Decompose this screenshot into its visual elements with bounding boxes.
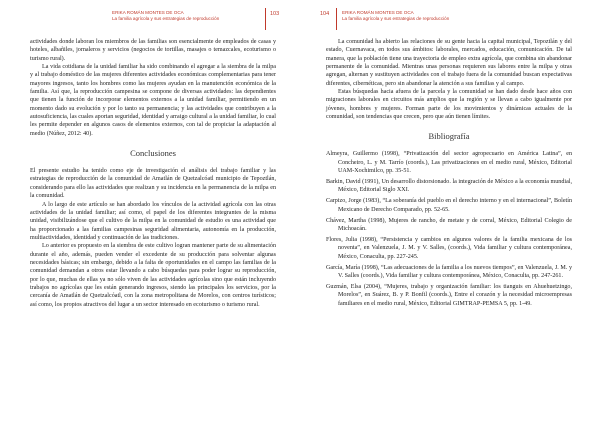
header-divider	[265, 8, 266, 30]
bibliography-entry: Guzmán, Elsa (2004), “Mujeres, trabajo y organización familiar: los tianguis en Ahuehuetzingo, Morelos”, en Suárez, B. y P. Bonfil (coords.), Entre el corazón y la necesidad microempresas familiares en el medio rural, México, Editorial GIMTRAP-PEMSA 5, pp. 1-49.	[326, 283, 572, 307]
page-number: 103	[270, 11, 280, 17]
left-body-text	[30, 38, 276, 309]
right-body-text	[326, 38, 572, 310]
paragraph: A lo largo de este artículo se han abordado los vínculos de la actividad agrícola con las otras actividades de la unidad familiar; así como, el papel de los diferentes integrantes de la misma unidad, visibilizándose que el cultivo de la milpa en la comunidad de estudio es una actividad que ha proporcionado a las familias campesinas seguridad alimentaria, autonomía en la producción, multiactividades, identidad y continuación de las tradiciones.	[30, 201, 276, 241]
bibliography-entry: Carpizo, Jorge (1983), “La soberanía del pueblo en el derecho interno y en el internacional”, Boletín Mexicano de Derecho Comparado, pp. 52-65.	[326, 198, 572, 213]
section-heading: Bibliografía	[428, 131, 470, 142]
bibliography-entry: García, María (1998), “Las adecuaciones de la familia a los nuevos tiempos”, en Valenzuela, J. M. y V. Salles (coords.), Vida familiar y cultura contemporánea, México, Conaculta, pp. 247-261.	[326, 264, 572, 279]
right-running-header	[342, 10, 492, 22]
section-heading: Conclusiones	[130, 148, 176, 159]
page-number: 104	[320, 11, 330, 17]
left-running-header	[112, 10, 262, 22]
paragraph: La vida cotidiana de la unidad familiar ha sido combinando el agregar a la siembra de la milpa y al trabajo doméstico de las mujeres diferentes actividades económicas complementarias para tener mayores ingresos, tanto los hombres como las mujeres ayudan en la manutención económica de la familia. Así que, la reproducción campesina se compone de diversas actividades: las dependientes que tienen la función de incorporar elementos externos a la unidad familiar, permitiendo en un momento dado su evolución y por lo tanto su permanencia; y las actividades que contribuyen a la autosuficiencia, las cuales aportan seguridad, identidad y arraigo cultural a la unidad familiar, lo cual les permite depender en algunos casos de elementos externos, con tal de propiciar la adaptación al medio (Núñez, 2012: 40).	[30, 64, 276, 137]
right-page	[300, 0, 600, 440]
bibliography-entry: Chávez, Martha (1998), Mujeres de rancho, de metate y de corral, México, Editorial Colegio de Michoacán.	[326, 217, 572, 232]
header-title: La familia agrícola y sus estrategias de reproducción	[342, 16, 450, 21]
paragraph: actividades donde laboran los miembros de las familias son esencialmente de empleados de casas y hoteles, albañiles, jornaleros y servicios (negocios de tortillas, masajes o temazcales, ecoturismo o turismo rural).	[30, 39, 276, 62]
header-author: ERIKA ROMÁN MONTES DE OCA	[342, 10, 414, 15]
bibliography-entry: Barkin, David (1991), Un desarrollo distorsionado. la integración de México a la economía mundial, México, Editorial Siglo XXI.	[326, 179, 572, 194]
bibliography-entry: Flores, Julia (1998), “Persistencia y cambios en algunos valores de la familia mexicana de los noventa”, en Valenzuela, J. M. y V. Salles, (coords.), Vida familiar y cultura contemporánea, México, Conaculta, pp. 227-245.	[326, 236, 572, 260]
paragraph: La comunidad ha abierto las relaciones de su gente hacia la capital municipal, Tepoztlán y del estado, Cuernavaca, en todos sus ámbitos: laborales, mercados, educación, comunicación. De tal manera, que la población tiene una trayectoria de empleo extra agrícola, que combina sin abandonar permanente de la comunidad. Mientras unas personas requieren sus labores entre la milpa y otras agregan, alternan y sustituyen actividades con el trabajo fuera de la comunidad buscan expectativas diferentes, cibernéticas, pero sin abandonar la atención a sus familias y al campo.	[326, 39, 572, 87]
header-title: La familia agrícola y sus estrategias de reproducción	[112, 16, 220, 21]
header-author: ERIKA ROMÁN MONTES DE OCA	[112, 10, 184, 15]
paragraph: El presente estudio ha tenido como eje de investigación el análisis del trabajo familiar y las estrategias de reproducción de la comunidad de Amatlán de Quetzalcóatl municipio de Tepoztlán, considerando para ello las actividades que realizan y su incidencia en la permanencia de la milpa en la comunidad.	[30, 168, 276, 200]
header-divider	[336, 8, 337, 30]
paragraph: Lo anterior es propuesto en la siembra de este cultivo logran mantener parte de su alimentación durante el año, además, pueden vender el excedente de su producción para solventar algunas necesidades básicas; sin embargo, debido a la falta de oportunidades en el campo las familias de la comunidad demandan a otros estar llevando a cabo búsquedas para poder lograr su reproducción, por lo que, muchas de ellas ya no sólo viven de las actividades agrícolas sino que están incluyendo trabajos no agrícolas que les están generando ingresos, siendo las principales los servicios, por la cercanía de Amatlán de Quetzalcóatl, con la zona metropolitana de Morelos, con centros turísticos; así como, los propios atractivos del lugar a un sector interesado en ecoturismo o turismo rural.	[30, 243, 276, 308]
paragraph: Estas búsquedas hacia afuera de la parcela y la comunidad se han dado desde hace años con migraciones laborales en circuitos más amplios que la región y se llevan a cabo igualmente por jóvenes, hombres y mujeres. Forman parte de los movimientos y dinámicas actuales de la comunidad, son tendencias que crecen, pero que aún tienen límites.	[326, 89, 572, 121]
bibliography-entry: Almeyra, Guillermo (1998), “Privatización del sector agropecuario en América Latina”, en Concheiro, L. y M. Tarrío (coords.), Las privatizaciones en el medio rural, México, Editorial UAM-Xochimilco, pp. 35-51.	[326, 151, 572, 175]
